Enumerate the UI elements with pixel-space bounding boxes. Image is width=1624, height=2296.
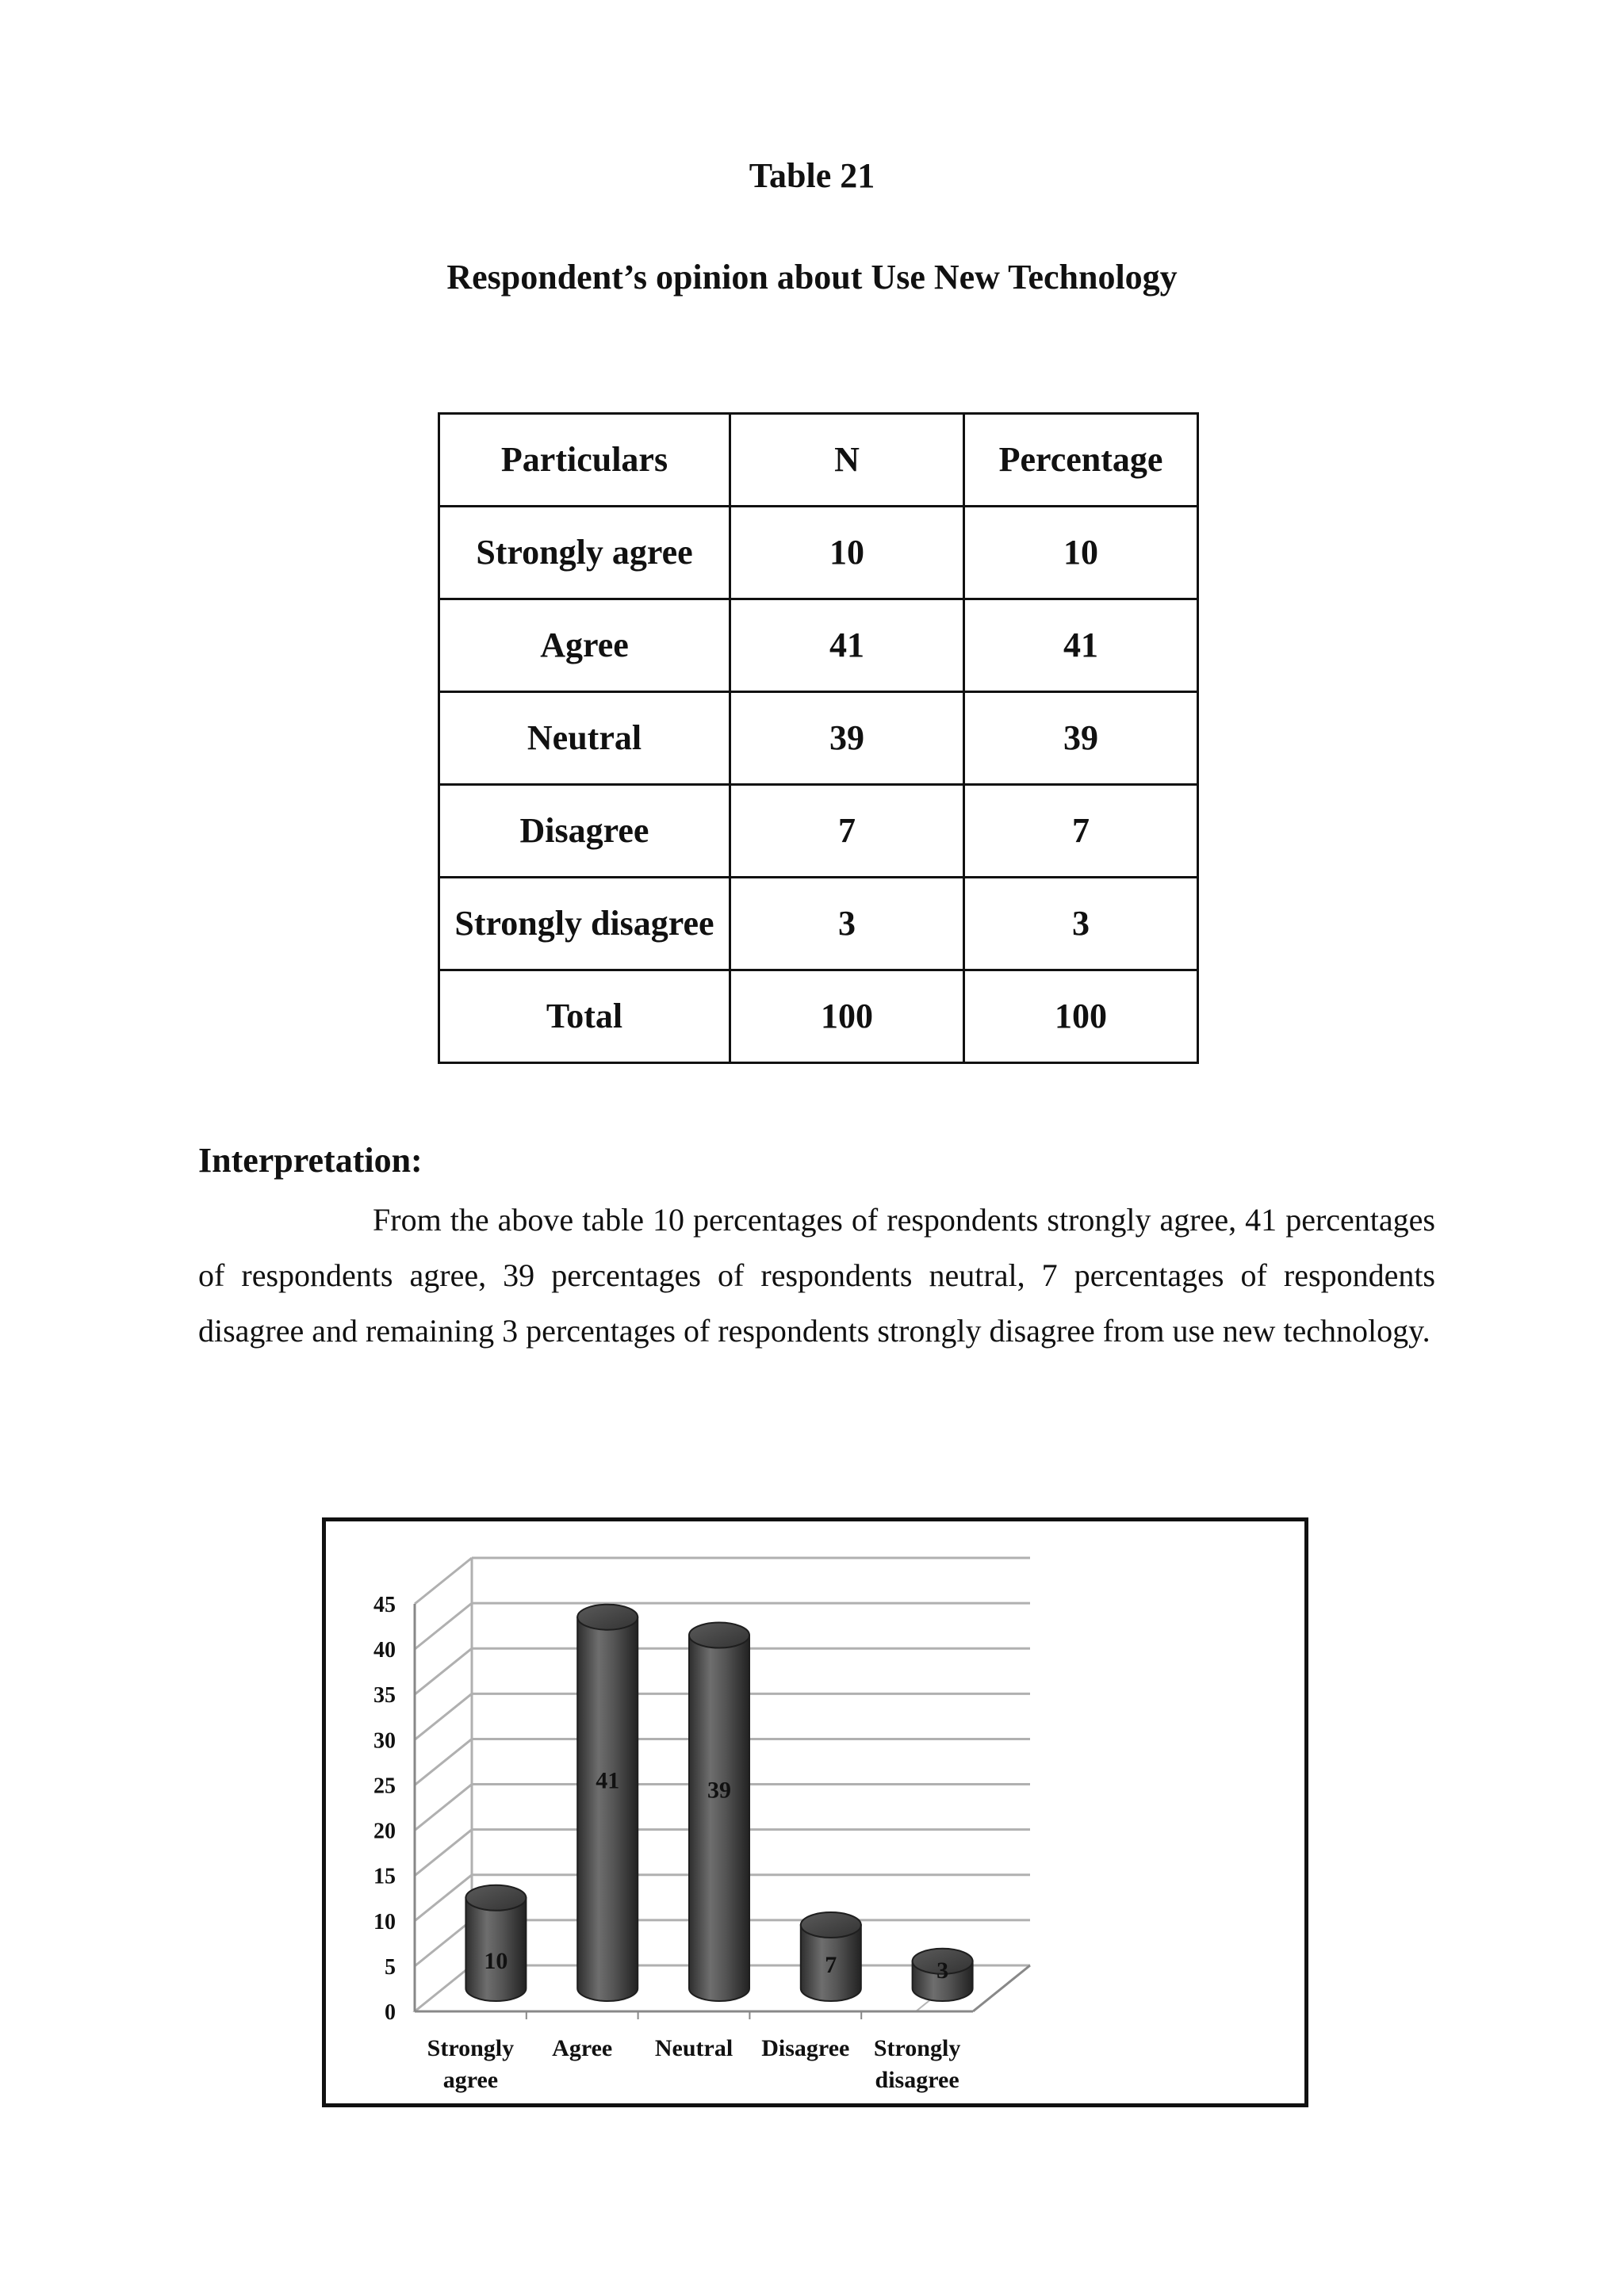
gridline-diagonal	[415, 1558, 472, 1604]
gridline-diagonal	[415, 1830, 472, 1876]
bar-cap	[689, 1623, 749, 1648]
gridline-diagonal	[415, 1965, 472, 2011]
table-row	[439, 878, 1198, 970]
cell-n: 3	[730, 878, 964, 970]
opinion-table	[438, 412, 1199, 1064]
table-number: Table 21	[749, 156, 875, 195]
gridline-diagonal	[415, 1648, 472, 1694]
y-tick-label: 5	[385, 1954, 396, 1980]
cell-percentage: 7	[964, 785, 1198, 878]
bar	[465, 1885, 526, 2001]
gridline-diagonal	[415, 1920, 472, 1966]
y-tick-label: 40	[373, 1638, 396, 1663]
interpretation-heading: Interpretation:	[198, 1141, 423, 1180]
bar-data-label: 3	[936, 1957, 949, 1984]
bar-cap	[801, 1912, 861, 1938]
table-row	[439, 785, 1198, 878]
x-category-label: Strongly agree	[427, 2035, 515, 2093]
bar-cap	[465, 1885, 526, 1911]
header-percentage: Percentage	[964, 414, 1198, 507]
bar-data-label: 7	[825, 1952, 837, 1979]
bar-body	[689, 1636, 749, 2001]
cell-percentage: 3	[964, 878, 1198, 970]
y-tick-label: 45	[373, 1593, 396, 1617]
table-caption: Respondent’s opinion about Use New Technology	[446, 258, 1178, 297]
y-tick-label: 15	[373, 1864, 396, 1889]
y-tick-label: 35	[373, 1683, 396, 1709]
gridline-diagonal	[415, 1603, 472, 1649]
cell-particular: Total	[439, 970, 730, 1063]
cell-particular: Strongly agree	[439, 507, 730, 599]
cell-particular: Strongly disagree	[439, 878, 730, 970]
bar-data-label: 10	[484, 1947, 508, 1974]
x-axis-labels	[427, 2011, 961, 2093]
cell-n: 10	[730, 507, 964, 599]
bar-data-label: 41	[596, 1767, 620, 1794]
bar-body	[577, 1617, 638, 2001]
table-row	[439, 507, 1198, 599]
y-tick-label: 30	[373, 1728, 396, 1754]
table-header-row	[439, 414, 1198, 507]
header-particulars: Particulars	[439, 414, 730, 507]
bar-chart	[326, 1521, 1304, 2103]
y-tick-label: 0	[385, 2000, 396, 2025]
x-category-label: Disagree	[761, 2035, 850, 2061]
gridline-diagonal	[415, 1875, 472, 1921]
table-row	[439, 599, 1198, 692]
bar	[689, 1623, 749, 2001]
cell-percentage: 39	[964, 692, 1198, 785]
chart-frame	[322, 1517, 1308, 2107]
bar	[801, 1912, 861, 2001]
gridline-diagonal	[415, 1693, 472, 1739]
cell-percentage: 10	[964, 507, 1198, 599]
gridline-diagonal	[415, 1739, 472, 1785]
cell-n: 100	[730, 970, 964, 1063]
interpretation-paragraph: From the above table 10 percentages of respondents strongly agree, 41 percentages of respondents agree, 39 percentages of respondents neutral, 7 percentages of respondents disagree and remaining 3 percentages of respondents strongly disagree from use new technology.	[198, 1202, 1435, 1349]
cell-percentage: 41	[964, 599, 1198, 692]
bar	[577, 1605, 638, 2001]
y-axis-ticks	[373, 1593, 396, 2025]
bar	[913, 1949, 973, 2001]
x-category-label: Agree	[552, 2035, 613, 2061]
cell-particular: Disagree	[439, 785, 730, 878]
x-axis-end	[973, 1965, 1030, 2011]
bar-data-label: 39	[707, 1777, 731, 1804]
cell-percentage: 100	[964, 970, 1198, 1063]
cell-n: 41	[730, 599, 964, 692]
cell-n: 39	[730, 692, 964, 785]
y-tick-label: 25	[373, 1774, 396, 1799]
x-category-label: Strongly disagree	[873, 2035, 961, 2093]
cell-n: 7	[730, 785, 964, 878]
bar-cap	[577, 1605, 638, 1630]
table-row	[439, 692, 1198, 785]
gridline-diagonal	[415, 1785, 472, 1831]
table-total-row	[439, 970, 1198, 1063]
y-tick-label: 10	[373, 1909, 396, 1934]
cell-particular: Agree	[439, 599, 730, 692]
cell-particular: Neutral	[439, 692, 730, 785]
y-tick-label: 20	[373, 1819, 396, 1844]
header-n: N	[730, 414, 964, 507]
x-category-label: Neutral	[654, 2035, 733, 2061]
chart-bars	[465, 1605, 972, 2001]
